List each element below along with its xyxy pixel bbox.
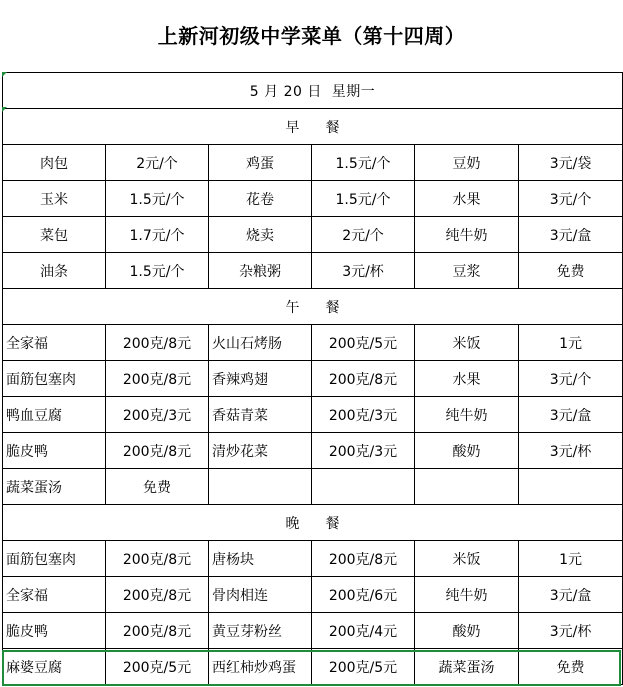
price-cell[interactable]: 3元/盒 [519, 217, 623, 253]
dish-name-cell[interactable]: 蔬菜蛋汤 [415, 649, 519, 685]
dish-name-cell[interactable] [209, 469, 312, 505]
dish-name-cell[interactable]: 脆皮鸭 [3, 613, 106, 649]
price-cell[interactable]: 200克/8元 [312, 361, 415, 397]
dish-name-cell[interactable]: 花卷 [209, 181, 312, 217]
page-title: 上新河初级中学菜单（第十四周） [157, 24, 466, 48]
dish-name-cell[interactable]: 纯牛奶 [415, 577, 519, 613]
price-cell[interactable]: 2元/个 [106, 145, 209, 181]
lunch-heading [3, 289, 623, 325]
dish-name-cell[interactable]: 水果 [415, 181, 519, 217]
dish-name-cell[interactable]: 脆皮鸭 [3, 433, 106, 469]
price-cell[interactable]: 200克/3元 [312, 433, 415, 469]
price-cell[interactable]: 免费 [106, 469, 209, 505]
price-cell[interactable]: 200克/8元 [106, 361, 209, 397]
dish-name-cell[interactable]: 面筋包塞肉 [3, 541, 106, 577]
price-cell[interactable]: 3元/个 [519, 361, 623, 397]
dish-name-cell[interactable]: 面筋包塞肉 [3, 361, 106, 397]
price-cell[interactable] [519, 469, 623, 505]
price-cell[interactable]: 200克/3元 [106, 397, 209, 433]
dish-name-cell[interactable]: 米饭 [415, 325, 519, 361]
price-cell[interactable]: 200克/8元 [312, 541, 415, 577]
date-weekday: 星期一 [331, 83, 376, 100]
price-cell[interactable]: 200克/5元 [312, 325, 415, 361]
dish-name-cell[interactable]: 米饭 [415, 541, 519, 577]
dish-name-cell[interactable] [415, 469, 519, 505]
dish-name-cell[interactable]: 纯牛奶 [415, 217, 519, 253]
dish-name-cell[interactable]: 全家福 [3, 577, 106, 613]
cell-marker [2, 72, 7, 77]
dish-name-cell[interactable]: 唐杨块 [209, 541, 312, 577]
price-cell[interactable]: 200克/8元 [106, 433, 209, 469]
table-row [3, 433, 623, 469]
menu-table [2, 72, 623, 685]
dish-name-cell[interactable]: 黄豆芽粉丝 [209, 613, 312, 649]
breakfast-heading-row [3, 109, 623, 145]
dish-name-cell[interactable]: 菜包 [3, 217, 106, 253]
dish-name-cell[interactable]: 杂粮粥 [209, 253, 312, 289]
price-cell[interactable]: 200克/5元 [106, 649, 209, 685]
table-row [3, 361, 623, 397]
price-cell[interactable]: 3元/袋 [519, 145, 623, 181]
dish-name-cell[interactable]: 鸭血豆腐 [3, 397, 106, 433]
dish-name-cell[interactable]: 水果 [415, 361, 519, 397]
breakfast-heading-char: 早 [285, 119, 300, 136]
price-cell[interactable]: 3元/杯 [312, 253, 415, 289]
dish-name-cell[interactable]: 酸奶 [415, 433, 519, 469]
dish-name-cell[interactable]: 豆奶 [415, 145, 519, 181]
table-row [3, 253, 623, 289]
lunch-heading-char: 午 [285, 299, 300, 316]
date-month-unit: 月 [264, 83, 279, 100]
price-cell[interactable]: 免费 [519, 253, 623, 289]
price-cell[interactable]: 200克/3元 [312, 397, 415, 433]
lunch-heading-row [3, 289, 623, 325]
table-row [3, 577, 623, 613]
date-day: 20 [283, 83, 303, 100]
date-day-unit: 日 [307, 83, 322, 100]
price-cell[interactable]: 免费 [519, 649, 623, 685]
price-cell[interactable]: 200克/6元 [312, 577, 415, 613]
cell-marker [2, 107, 7, 112]
breakfast-heading-char: 餐 [325, 119, 340, 136]
dish-name-cell[interactable]: 鸡蛋 [209, 145, 312, 181]
dish-name-cell[interactable]: 纯牛奶 [415, 397, 519, 433]
dish-name-cell[interactable]: 清炒花菜 [209, 433, 312, 469]
price-cell[interactable]: 200克/4元 [312, 613, 415, 649]
price-cell[interactable]: 3元/杯 [519, 433, 623, 469]
price-cell[interactable]: 1.5元/个 [106, 181, 209, 217]
table-row [3, 469, 623, 505]
table-row [3, 325, 623, 361]
table-row [3, 613, 623, 649]
price-cell[interactable]: 3元/盒 [519, 397, 623, 433]
table-row [3, 217, 623, 253]
date-row [3, 73, 623, 109]
dish-name-cell[interactable]: 麻婆豆腐 [3, 649, 106, 685]
dish-name-cell[interactable]: 西红柿炒鸡蛋 [209, 649, 312, 685]
dish-name-cell[interactable]: 油条 [3, 253, 106, 289]
price-cell[interactable]: 3元/杯 [519, 613, 623, 649]
price-cell[interactable]: 200克/8元 [106, 541, 209, 577]
dish-name-cell[interactable]: 骨肉相连 [209, 577, 312, 613]
table-row [3, 541, 623, 577]
table-row [3, 181, 623, 217]
dinner-heading [3, 505, 623, 541]
lunch-heading-char: 餐 [325, 299, 340, 316]
date-month: 5 [249, 83, 260, 100]
dinner-heading-char: 餐 [325, 515, 340, 532]
price-cell[interactable]: 3元/盒 [519, 577, 623, 613]
dish-name-cell[interactable]: 烧卖 [209, 217, 312, 253]
price-cell[interactable]: 3元/个 [519, 181, 623, 217]
dinner-heading-row [3, 505, 623, 541]
dish-name-cell[interactable]: 豆浆 [415, 253, 519, 289]
dish-name-cell[interactable]: 玉米 [3, 181, 106, 217]
table-row [3, 145, 623, 181]
table-row [3, 649, 623, 685]
dish-name-cell[interactable]: 肉包 [3, 145, 106, 181]
price-cell[interactable]: 1.5元/个 [312, 145, 415, 181]
price-cell[interactable]: 1.5元/个 [312, 181, 415, 217]
price-cell[interactable]: 2元/个 [312, 217, 415, 253]
price-cell[interactable]: 200克/8元 [106, 325, 209, 361]
price-cell[interactable]: 200克/8元 [106, 613, 209, 649]
dinner-heading-char: 晚 [285, 515, 300, 532]
dish-name-cell[interactable]: 全家福 [3, 325, 106, 361]
price-cell[interactable] [312, 469, 415, 505]
breakfast-heading [3, 109, 623, 145]
dish-name-cell[interactable]: 酸奶 [415, 613, 519, 649]
dish-name-cell[interactable]: 香菇青菜 [209, 397, 312, 433]
price-cell[interactable]: 200克/8元 [106, 577, 209, 613]
price-cell[interactable]: 1.5元/个 [106, 253, 209, 289]
price-cell[interactable]: 1.7元/个 [106, 217, 209, 253]
date-cell [3, 73, 623, 109]
table-row [3, 397, 623, 433]
price-cell[interactable]: 200克/5元 [312, 649, 415, 685]
price-cell[interactable]: 1元 [519, 541, 623, 577]
dish-name-cell[interactable]: 香辣鸡翅 [209, 361, 312, 397]
price-cell[interactable]: 1元 [519, 325, 623, 361]
dish-name-cell[interactable]: 蔬菜蛋汤 [3, 469, 106, 505]
dish-name-cell[interactable]: 火山石烤肠 [209, 325, 312, 361]
